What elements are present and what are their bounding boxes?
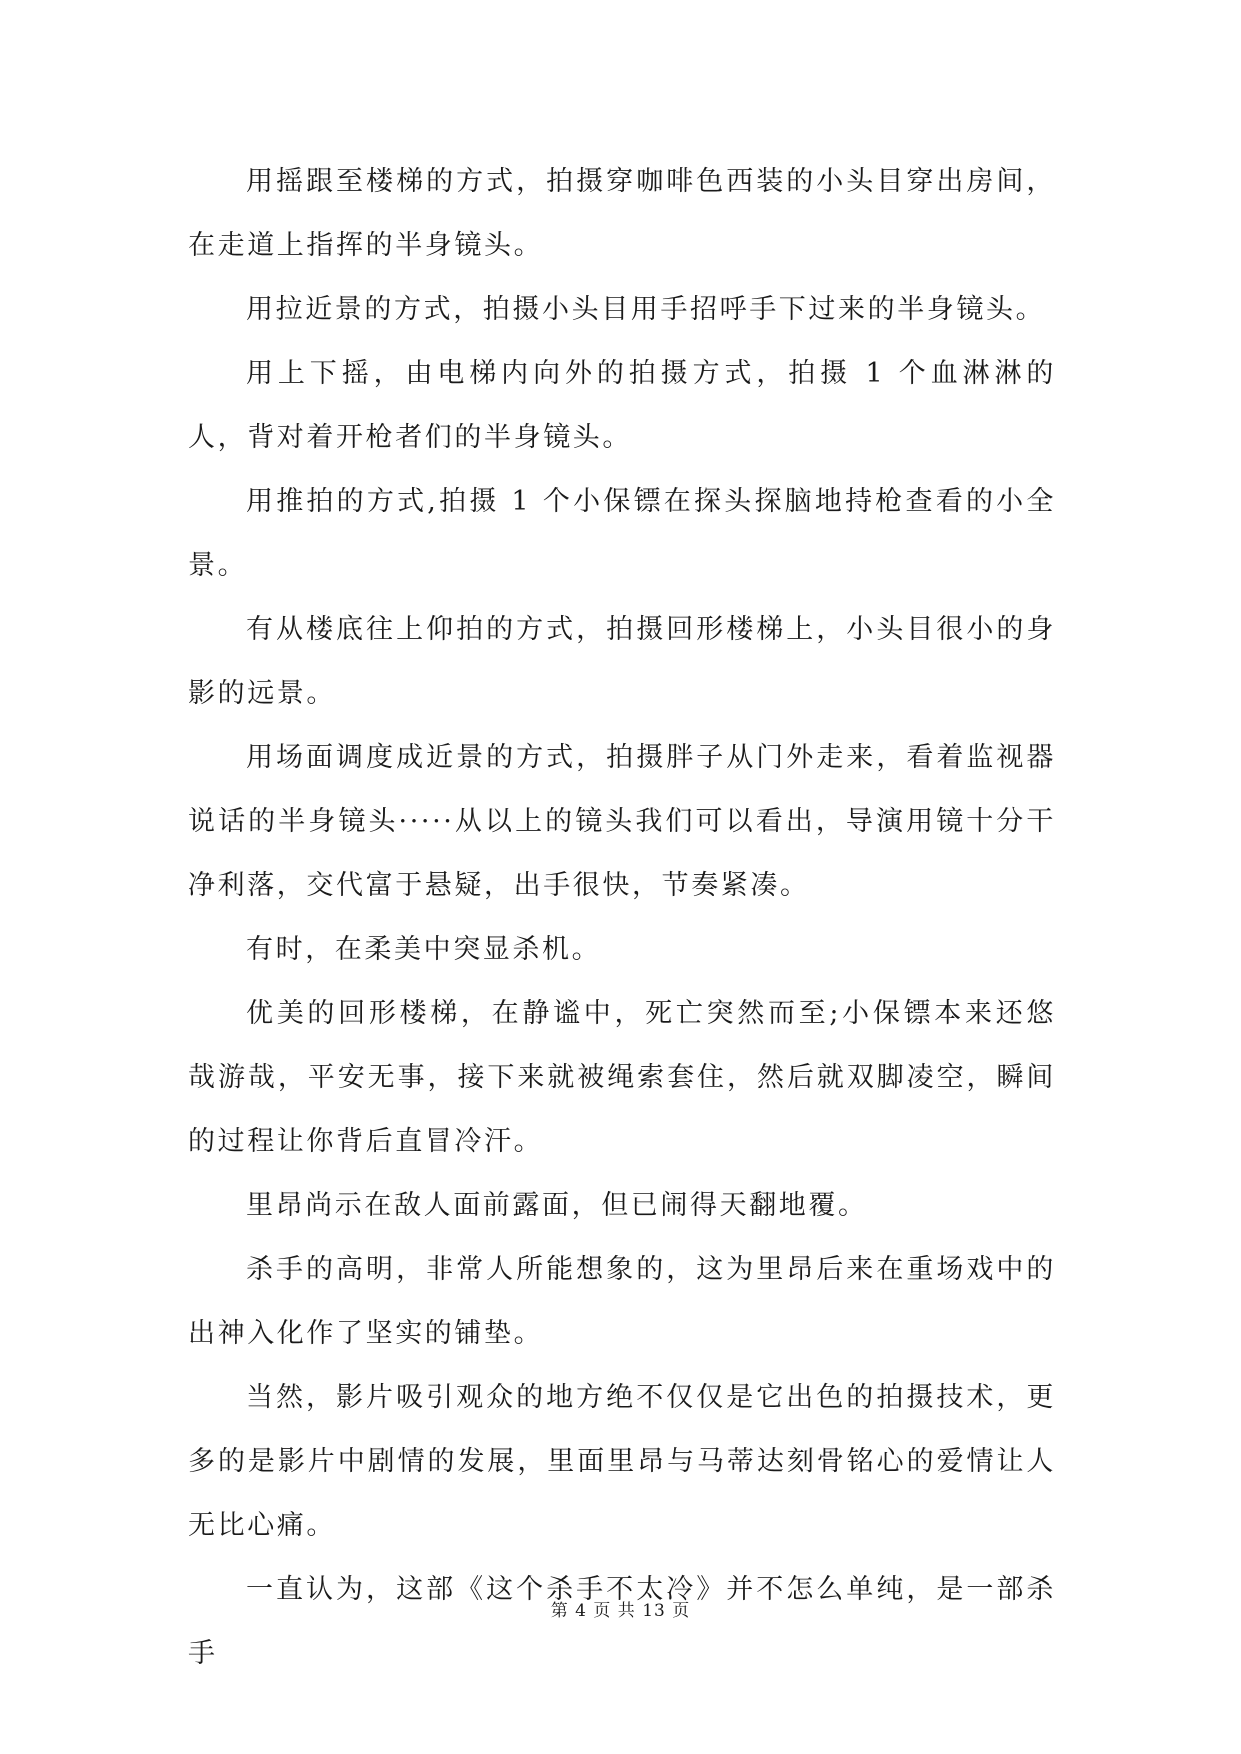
page-footer: [0, 1596, 1241, 1621]
page-number: 第 4 页 共 13 页: [550, 1601, 691, 1621]
paragraph: 用上下摇，由电梯内向外的拍摄方式，拍摄 1 个血淋淋的人，背对着开枪者们的半身镜头。: [188, 358, 1056, 453]
paragraph: 用推拍的方式,拍摄 1 个小保镖在探头探脑地持枪查看的小全景。: [188, 486, 1056, 581]
paragraph: 用拉近景的方式，拍摄小头目用手招呼手下过来的半身镜头。: [246, 294, 1046, 325]
paragraph: 有时，在柔美中突显杀机。: [246, 934, 602, 965]
paragraph: 用场面调度成近景的方式，拍摄胖子从门外走来，看着监视器说话的半身镜头·····从以上的镜头我们可以看出，导演用镜十分干净利落，交代富于悬疑，出手很快，节奏紧凑。: [188, 742, 1056, 901]
paragraph: 当然，影片吸引观众的地方绝不仅仅是它出色的拍摄技术，更多的是影片中剧情的发展，里面里昂与马蒂达刻骨铭心的爱情让人无比心痛。: [188, 1382, 1056, 1541]
paragraph: 杀手的高明，非常人所能想象的，这为里昂后来在重场戏中的出神入化作了坚实的铺垫。: [188, 1254, 1056, 1349]
paragraph: 有从楼底往上仰拍的方式，拍摄回形楼梯上，小头目很小的身影的远景。: [188, 614, 1056, 709]
paragraph: 用摇跟至楼梯的方式，拍摄穿咖啡色西装的小头目穿出房间，在走道上指挥的半身镜头。: [188, 166, 1056, 261]
paragraph: 一直认为，这部《这个杀手不太冷》并不怎么单纯，是一部杀手: [188, 1574, 1056, 1669]
body-text: [188, 150, 1056, 1686]
paragraph: 里昂尚示在敌人面前露面，但已闹得天翻地覆。: [246, 1190, 868, 1221]
paragraph: 优美的回形楼梯，在静谧中，死亡突然而至;小保镖本来还悠哉游哉，平安无事，接下来就被绳索套住，然后就双脚凌空，瞬间的过程让你背后直冒冷汗。: [188, 998, 1056, 1157]
